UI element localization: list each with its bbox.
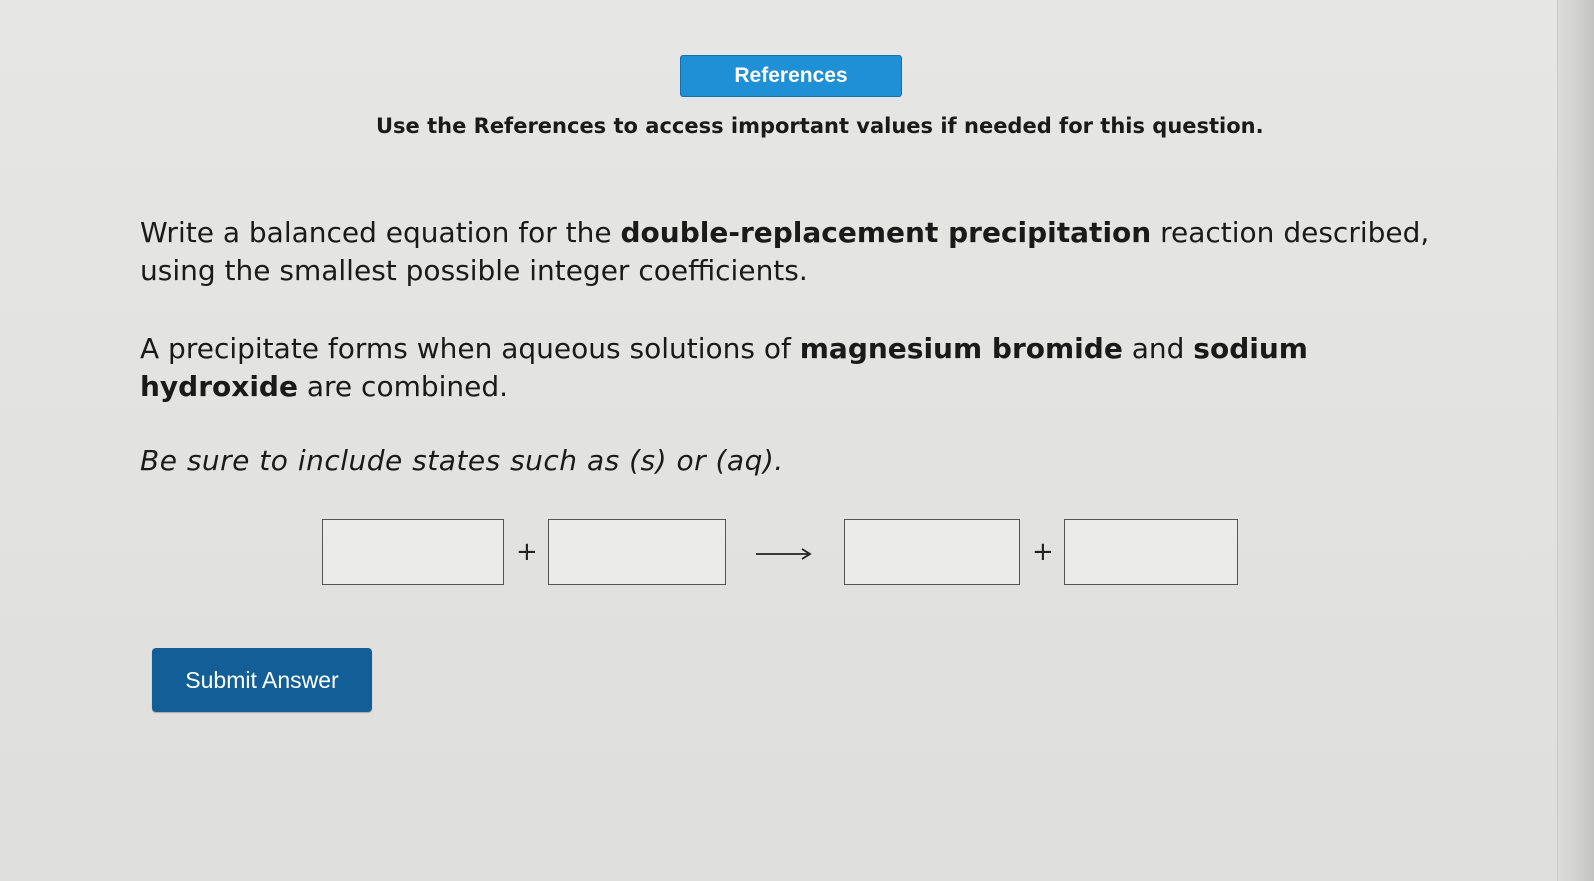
plus-sign-products: + bbox=[1032, 537, 1054, 567]
submit-answer-button[interactable]: Submit Answer bbox=[152, 648, 372, 712]
question-instructions bbox=[140, 214, 1430, 290]
references-note: Use the References to access important values if needed for this question. bbox=[376, 114, 1264, 138]
reactant-2-input[interactable] bbox=[548, 519, 726, 585]
references-button[interactable]: References bbox=[680, 55, 902, 97]
right-arrow-icon bbox=[756, 548, 812, 560]
description-intro: A precipitate forms when aqueous solutions of bbox=[140, 332, 800, 365]
reaction-type: double-replacement precipitation bbox=[620, 216, 1152, 249]
states-note: Be sure to include states such as (s) or (aq). bbox=[140, 444, 784, 477]
plus-sign-reactants: + bbox=[516, 537, 538, 567]
reactant-2-name: sodium hydroxide bbox=[140, 332, 1308, 403]
product-1-input[interactable] bbox=[844, 519, 1020, 585]
question-text-rest: reaction described, using the smallest possible integer coefficients. bbox=[140, 216, 1430, 287]
description-and: and bbox=[1122, 332, 1194, 365]
window-edge bbox=[1557, 0, 1594, 881]
description-end: are combined. bbox=[297, 370, 509, 403]
reactant-1-name: magnesium bromide bbox=[799, 332, 1123, 365]
reaction-description bbox=[140, 330, 1430, 406]
reactant-1-input[interactable] bbox=[322, 519, 504, 585]
question-text-intro: Write a balanced equation for the bbox=[140, 216, 621, 249]
product-2-input[interactable] bbox=[1064, 519, 1238, 585]
